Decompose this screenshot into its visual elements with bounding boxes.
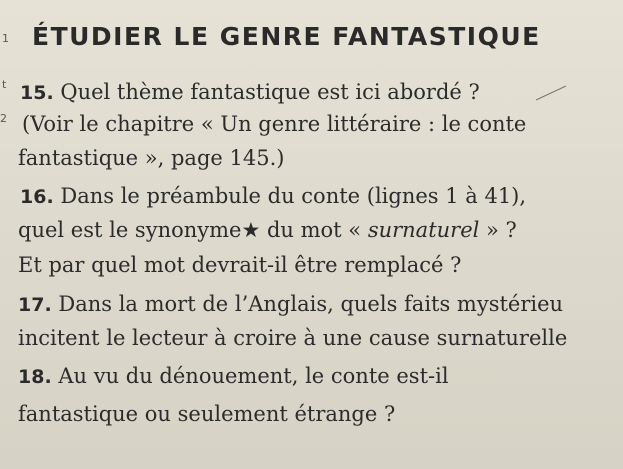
question-18-line-1 — [18, 364, 449, 388]
margin-mark: t — [2, 78, 7, 91]
question-text: Quel thème fantastique est ici abordé ? — [60, 80, 480, 104]
question-number: 16. — [20, 186, 54, 208]
italic-word: surnaturel — [367, 218, 480, 242]
question-15-line-1 — [20, 80, 480, 104]
question-number: 15. — [20, 82, 54, 104]
question-text: quel est le synonyme★ du mot « — [18, 218, 368, 242]
question-text: » ? — [479, 218, 517, 242]
question-text: Dans la mort de l’Anglais, quels faits mystérieu — [58, 292, 564, 316]
margin-mark: 1 — [2, 32, 9, 45]
question-17-line-1 — [18, 292, 563, 316]
section-title: ÉTUDIER LE GENRE FANTASTIQUE — [32, 22, 541, 51]
question-16-line-1 — [20, 184, 526, 208]
question-18-line-2: fantastique ou seulement étrange ? — [18, 402, 396, 426]
question-number: 17. — [18, 294, 52, 316]
question-text: Au vu du dénouement, le conte est-il — [58, 364, 449, 388]
question-15-line-2: (Voir le chapitre « Un genre littéraire : le conte — [22, 112, 527, 136]
question-15-line-3: fantastique », page 145.) — [18, 146, 285, 170]
margin-mark: 2 — [0, 112, 7, 125]
question-16-line-2 — [18, 218, 517, 242]
question-17-line-2: incitent le lecteur à croire à une cause surnaturelle — [18, 326, 568, 350]
pencil-mark-icon — [530, 82, 572, 104]
question-16-line-3: Et par quel mot devrait-il être remplacé ? — [18, 253, 462, 277]
question-text: Dans le préambule du conte (lignes 1 à 41), — [60, 184, 527, 208]
question-number: 18. — [18, 366, 52, 388]
